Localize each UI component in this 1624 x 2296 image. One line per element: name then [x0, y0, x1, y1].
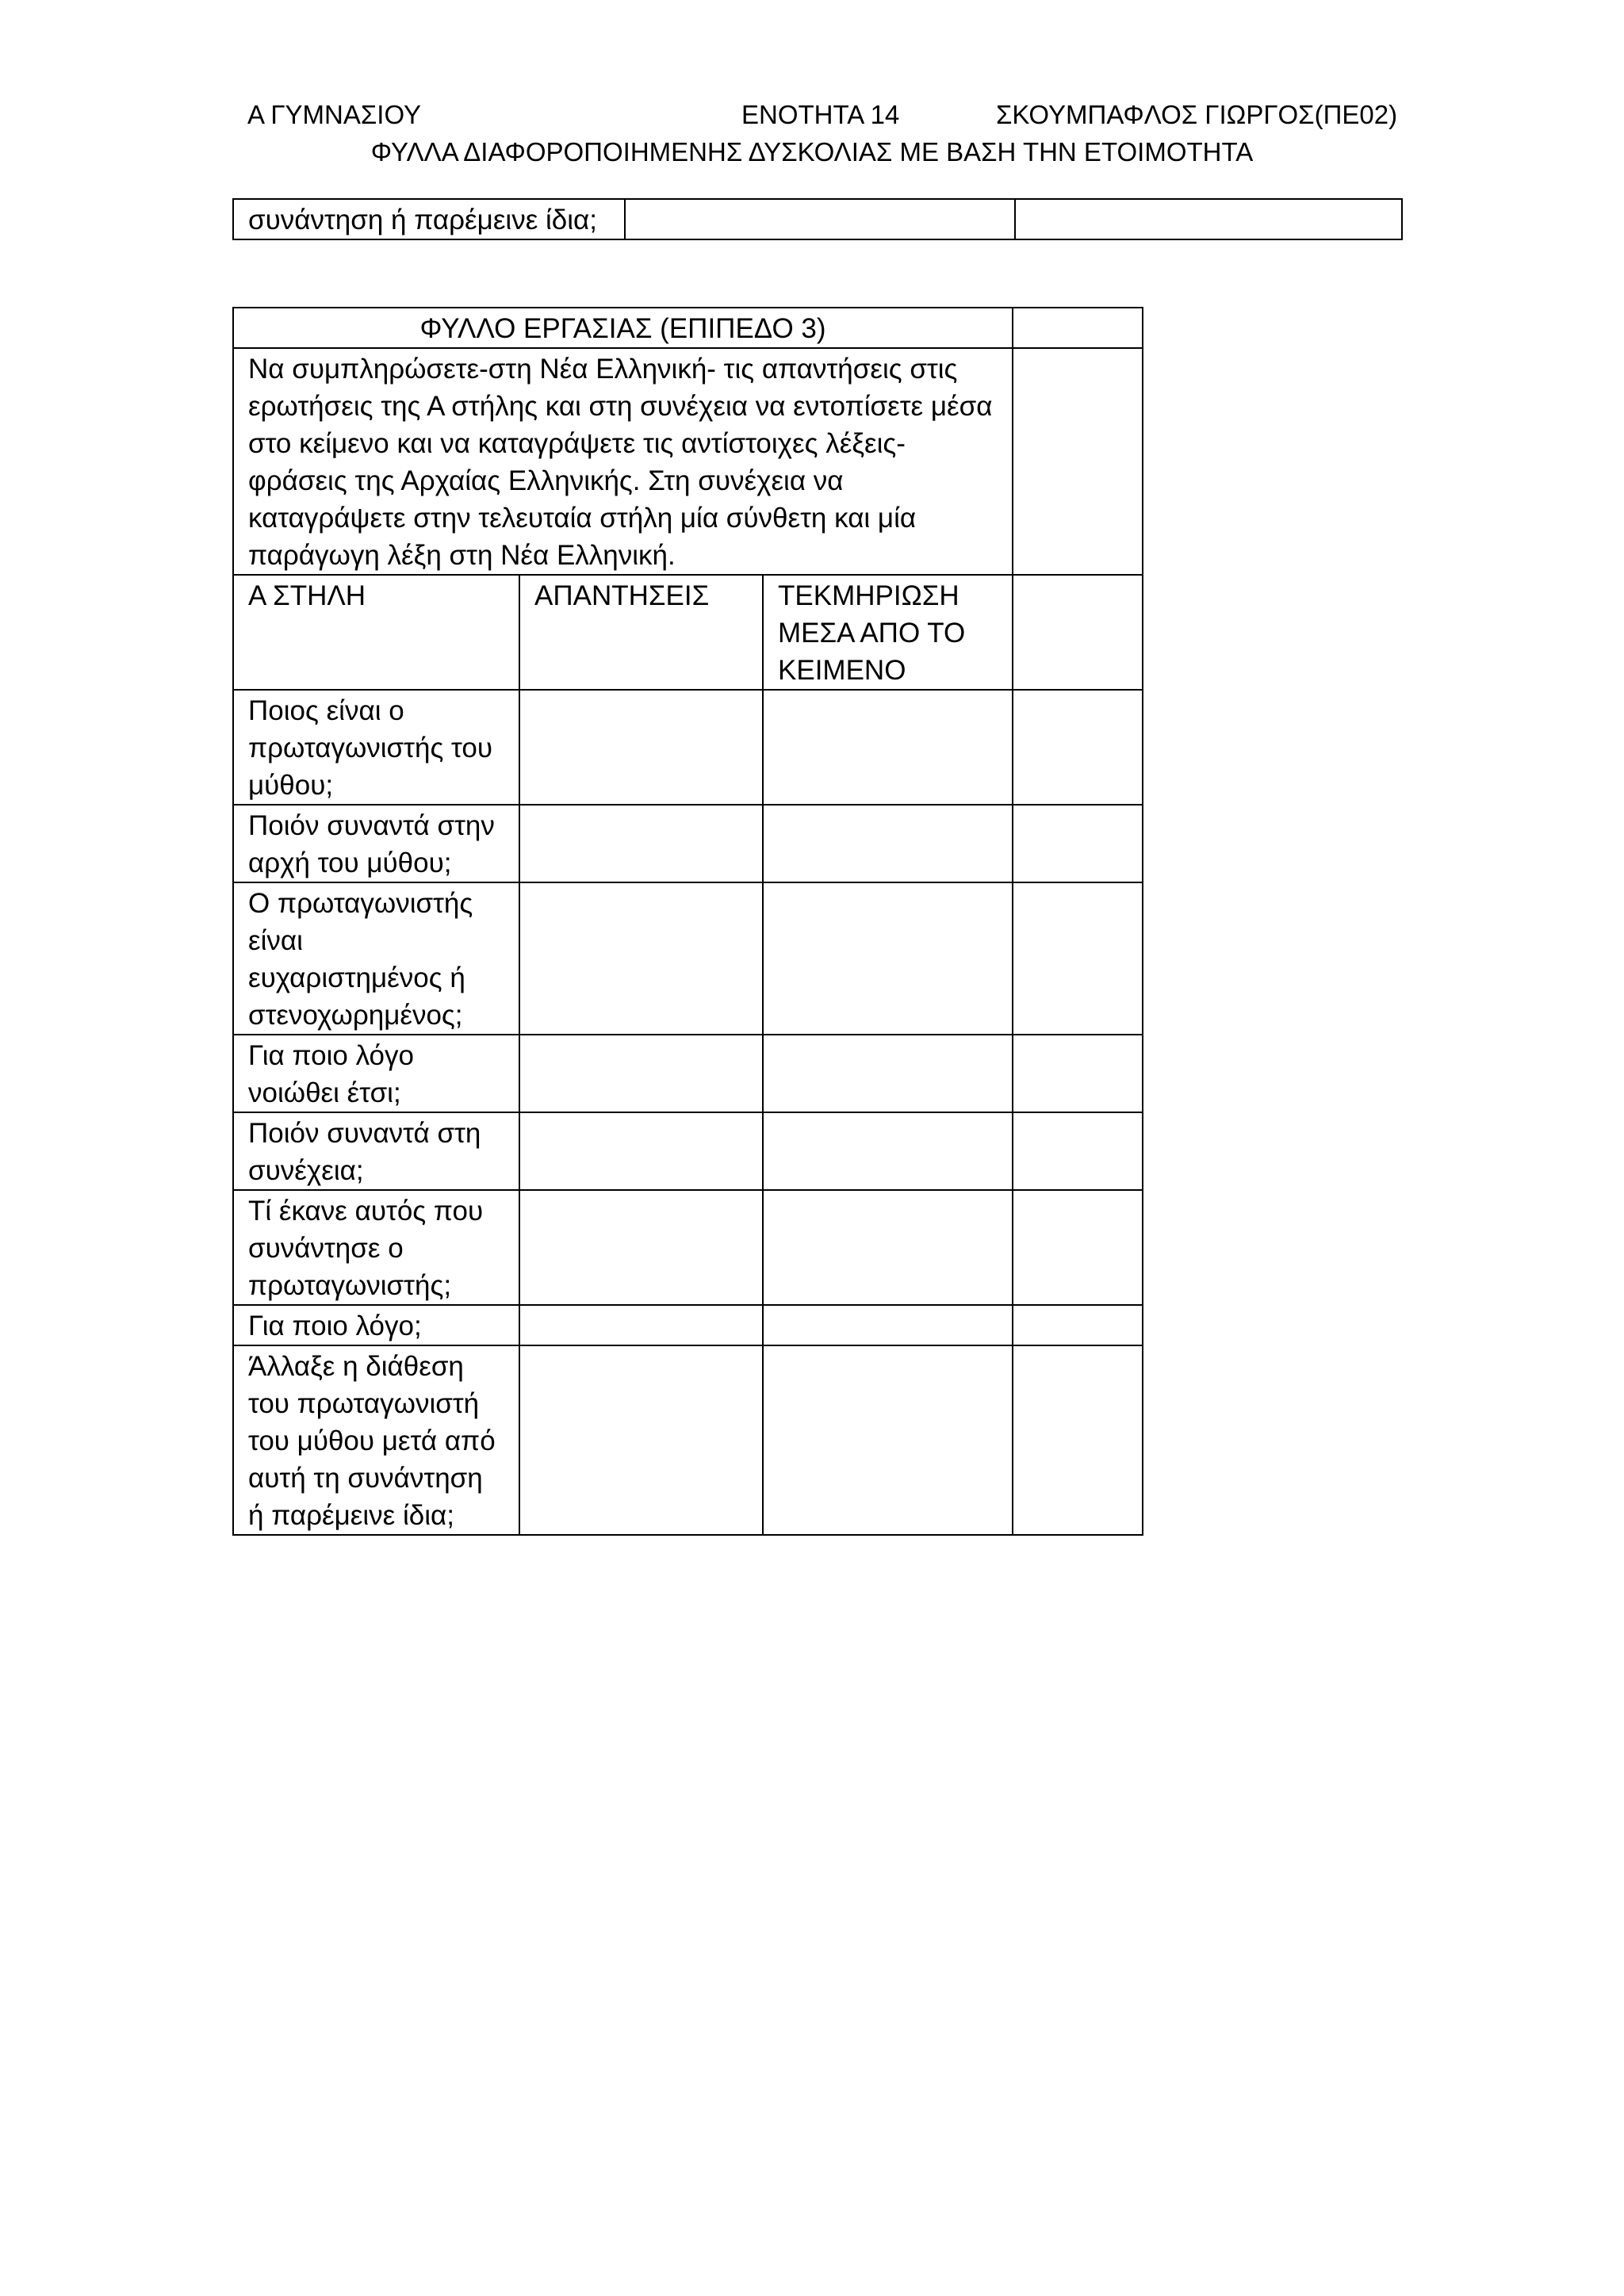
evidence-cell[interactable] — [763, 1190, 1013, 1305]
worksheet-instructions: Να συμπληρώσετε-στη Νέα Ελληνική- τις απαντήσεις στις ερωτήσεις της Α στήλης και στη συνέχεια να εντοπίσετε μέσα στο κείμενο και να καταγράψετε τις αντίστοιχες λέξεις-φράσεις της Αρχαίας Ελληνικής. Στη συνέχεια να καταγράψετε στην τελευταία στήλη μία σύνθετη και μία παράγωγη λέξη στη Νέα Ελληνική. — [233, 348, 1013, 575]
word-cell[interactable] — [1013, 1305, 1143, 1345]
side-cell[interactable] — [1013, 308, 1143, 348]
evidence-cell[interactable] — [763, 1305, 1013, 1345]
evidence-cell[interactable] — [763, 690, 1013, 805]
word-cell[interactable] — [1013, 805, 1143, 882]
evidence-cell[interactable] — [763, 1112, 1013, 1190]
table-row — [233, 805, 1143, 882]
table-row — [233, 1305, 1143, 1345]
answer-cell[interactable] — [519, 1305, 763, 1345]
side-cell[interactable] — [1013, 575, 1143, 690]
table-row — [233, 690, 1143, 805]
evidence-cell[interactable] — [763, 805, 1013, 882]
question-cell: Για ποιο λόγο; — [233, 1305, 519, 1345]
answer-cell[interactable] — [519, 1345, 763, 1535]
header-subtitle: ΦΥΛΛΑ ΔΙΑΦΟΡΟΠΟΙΗΜΕΝΗΣ ΔΥΣΚΟΛΙΑΣ ΜΕ ΒΑΣΗ ΤΗΝ ΕΤΟΙΜΟΤΗΤΑ — [370, 137, 1254, 166]
column-header-evidence: ΤΕΚΜΗΡΙΩΣΗ ΜΕΣΑ ΑΠΟ ΤΟ ΚΕΙΜΕΝΟ — [763, 575, 1013, 690]
question-cell: Άλλαξε η διάθεση του πρωταγωνιστή του μύθου μετά από αυτή τη συνάντηση ή παρέμεινε ίδια; — [233, 1345, 519, 1535]
evidence-cell[interactable] — [763, 882, 1013, 1035]
answer-cell[interactable] — [519, 805, 763, 882]
column-header-answers: ΑΠΑΝΤΗΣΕΙΣ — [519, 575, 763, 690]
answer-cell[interactable] — [625, 199, 1015, 239]
word-cell[interactable] — [1013, 1112, 1143, 1190]
worksheet-table — [232, 307, 1143, 1536]
table-row — [233, 882, 1143, 1035]
evidence-cell[interactable] — [763, 1035, 1013, 1112]
word-cell[interactable] — [1013, 1035, 1143, 1112]
side-cell[interactable] — [1013, 348, 1143, 575]
question-cell: συνάντηση ή παρέμεινε ίδια; — [233, 199, 625, 239]
table-row — [233, 1190, 1143, 1305]
answer-cell[interactable] — [519, 690, 763, 805]
word-cell[interactable] — [1013, 1190, 1143, 1305]
question-cell: Ποιόν συναντά στη συνέχεια; — [233, 1112, 519, 1190]
table-row — [233, 1112, 1143, 1190]
question-cell: Ο πρωταγωνιστής είναι ευχαριστημένος ή στενοχωρημένος; — [233, 882, 519, 1035]
answer-cell[interactable] — [519, 882, 763, 1035]
word-cell[interactable] — [1013, 1345, 1143, 1535]
evidence-cell[interactable] — [763, 1345, 1013, 1535]
instructions-row — [233, 348, 1143, 575]
table-row — [233, 1035, 1143, 1112]
table-row — [233, 199, 1402, 239]
continuation-table — [232, 198, 1403, 240]
question-cell: Ποιος είναι ο πρωταγωνιστής του μύθου; — [233, 690, 519, 805]
evidence-cell[interactable] — [1015, 199, 1402, 239]
header-author: ΣΚΟΥΜΠΑΦΛΟΣ ΓΙΩΡΓΟΣ(ΠΕ02) — [996, 100, 1398, 129]
answer-cell[interactable] — [519, 1112, 763, 1190]
column-header-questions: Α ΣΤΗΛΗ — [233, 575, 519, 690]
question-cell: Ποιόν συναντά στην αρχή του μύθου; — [233, 805, 519, 882]
header-unit: ΕΝΟΤΗΤΑ 14 — [741, 100, 900, 129]
answer-cell[interactable] — [519, 1035, 763, 1112]
answer-cell[interactable] — [519, 1190, 763, 1305]
column-header-row — [233, 575, 1143, 690]
table-row — [233, 1345, 1143, 1535]
word-cell[interactable] — [1013, 882, 1143, 1035]
word-cell[interactable] — [1013, 690, 1143, 805]
question-cell: Για ποιο λόγο νοιώθει έτσι; — [233, 1035, 519, 1112]
worksheet-title: ΦΥΛΛΟ ΕΡΓΑΣΙΑΣ (ΕΠΙΠΕΔΟ 3) — [233, 308, 1013, 348]
worksheet-title-row — [233, 308, 1143, 348]
question-cell: Τί έκανε αυτός που συνάντησε ο πρωταγωνιστής; — [233, 1190, 519, 1305]
header-class: Α ΓΥΜΝΑΣΙΟΥ — [247, 100, 422, 129]
